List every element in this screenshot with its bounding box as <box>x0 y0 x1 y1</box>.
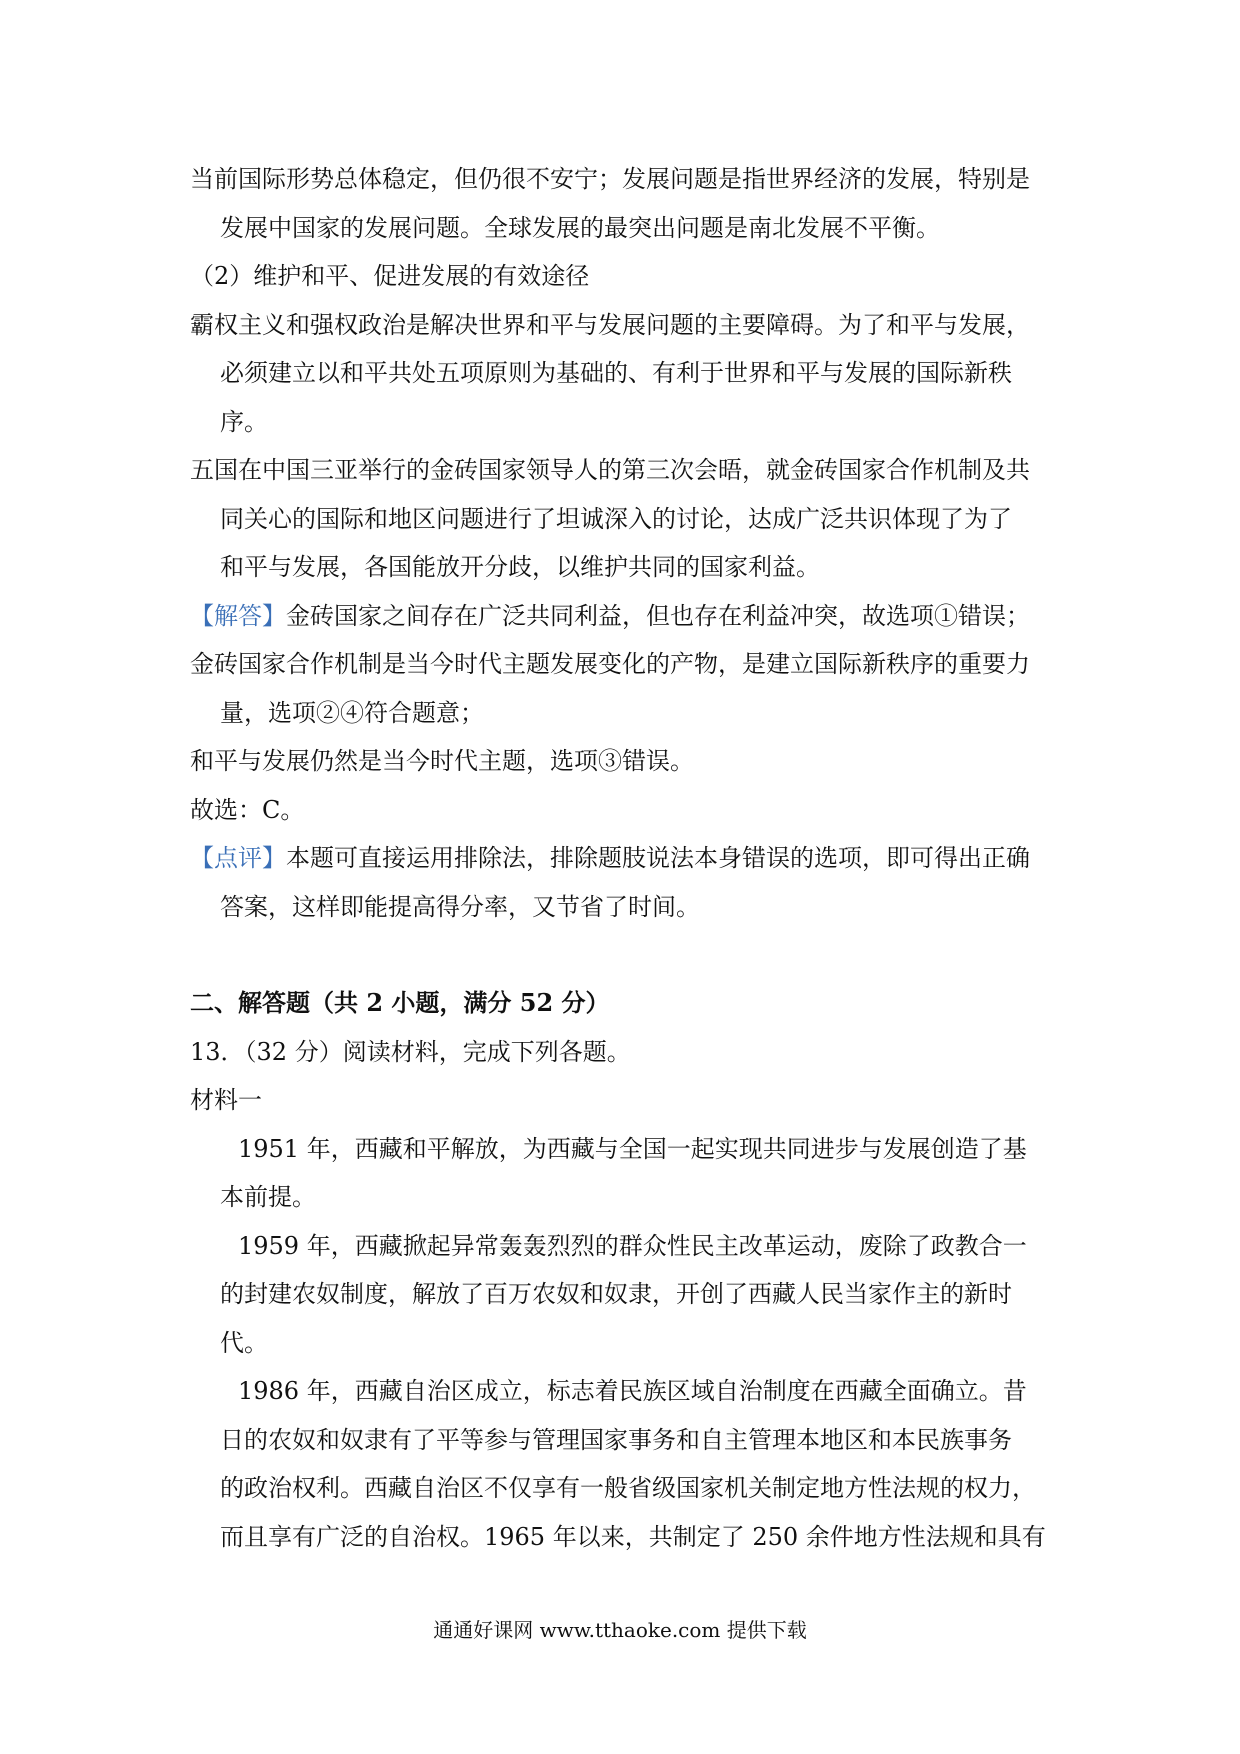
comment-tag: 【点评】 <box>190 844 286 872</box>
paragraph-line: 1986 年，西藏自治区成立，标志着民族区域自治制度在西藏全面确立。昔 <box>238 1377 1027 1405</box>
paragraph-line: 当前国际形势总体稳定，但仍很不安宁；发展问题是指世界经济的发展，特别是 <box>190 165 1030 193</box>
subheading: （2）维护和平、促进发展的有效途径 <box>190 262 590 290</box>
document-body <box>190 155 1060 1561</box>
paragraph-line: 而且享有广泛的自治权。1965 年以来，共制定了 250 余件地方性法规和具有 <box>220 1522 1046 1551</box>
paragraph-line: 量，选项②④符合题意； <box>220 698 484 727</box>
comment-line <box>190 834 1060 883</box>
paragraph-line: 代。 <box>220 1328 268 1357</box>
paragraph-line: 金砖国家合作机制是当今时代主题发展变化的产物，是建立国际新秩序的重要力 <box>190 650 1030 678</box>
paragraph-line: 五国在中国三亚举行的金砖国家领导人的第三次会晤，就金砖国家合作机制及共 <box>190 456 1030 484</box>
paragraph-line: 同关心的国际和地区问题进行了坦诚深入的讨论，达成广泛共识体现了为了 <box>220 504 1012 533</box>
paragraph-line: 1951 年，西藏和平解放，为西藏与全国一起实现共同进步与发展创造了基 <box>238 1134 1027 1163</box>
question-title: 13．（32 分）阅读材料，完成下列各题。 <box>190 1037 631 1066</box>
paragraph-line: 故选：C。 <box>190 795 305 824</box>
paragraph-line: 发展中国家的发展问题。全球发展的最突出问题是南北发展不平衡。 <box>220 213 940 242</box>
paragraph-line: 霸权主义和强权政治是解决世界和平与发展问题的主要障碍。为了和平与发展， <box>190 310 1030 339</box>
paragraph-line: 必须建立以和平共处五项原则为基础的、有利于世界和平与发展的国际新秩 <box>220 359 1012 387</box>
paragraph-line: 的封建农奴制度，解放了百万农奴和奴隶，开创了西藏人民当家作主的新时 <box>220 1280 1012 1308</box>
comment-text: 本题可直接运用排除法，排除题肢说法本身错误的选项，即可得出正确 <box>286 844 1030 872</box>
answer-text: 金砖国家之间存在广泛共同利益，但也存在利益冲突，故选项①错误； <box>286 601 1030 630</box>
section-heading: 二、解答题（共 2 小题，满分 52 分） <box>190 988 610 1017</box>
paragraph-line: 日的农奴和奴隶有了平等参与管理国家事务和自主管理本地区和本民族事务 <box>220 1425 1012 1454</box>
paragraph-line: 的政治权利。西藏自治区不仅享有一般省级国家机关制定地方性法规的权力， <box>220 1474 1036 1502</box>
paragraph-line: 答案，这样即能提高得分率，又节省了时间。 <box>220 892 700 921</box>
answer-tag: 【解答】 <box>190 601 286 630</box>
paragraph-line: 1959 年，西藏掀起异常轰轰烈烈的群众性民主改革运动，废除了政教合一 <box>238 1231 1027 1260</box>
answer-line <box>190 592 1060 641</box>
spacer <box>190 931 1060 979</box>
material-label: 材料一 <box>190 1086 262 1114</box>
paragraph-line: 和平与发展，各国能放开分歧，以维护共同的国家利益。 <box>220 553 820 581</box>
paragraph-line: 和平与发展仍然是当今时代主题，选项③错误。 <box>190 747 694 775</box>
paragraph-line: 本前提。 <box>220 1183 316 1211</box>
paragraph-line: 序。 <box>220 407 268 436</box>
page-footer: 通通好课网 www.tthaoke.com 提供下载 <box>433 1618 807 1642</box>
